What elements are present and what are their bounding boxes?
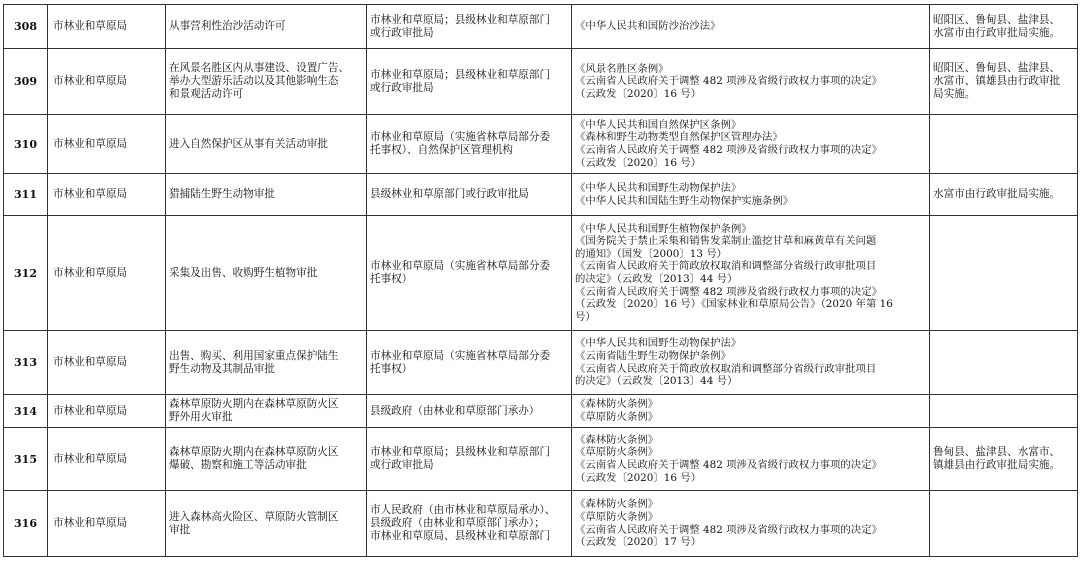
department-cell: 市林业和草原局 [48,428,166,491]
note-cell: 昭阳区、鲁甸县、盐津县、 水富市由行政审批局实施。 [930,5,1078,49]
table-row [4,428,1078,491]
note-cell: 水富市由行政审批局实施。 [930,174,1078,216]
department-cell: 市林业和草原局 [48,115,166,174]
agency-cell: 市林业和草原局；县级林业和草原部门 或行政审批局 [367,428,572,491]
agency-cell: 市林业和草原局；县级林业和草原部门 或行政审批局 [367,5,572,49]
department-cell: 市林业和草原局 [48,491,166,557]
legal-basis-cell: 《森林防火条例》 《草原防火条例》 《云南省人民政府关于调整 482 项涉及省级行政权力事项的决定》 （云政发〔2020〕16 号） [572,428,930,491]
agency-cell: 县级林业和草原部门或行政审批局 [367,174,572,216]
item-name-cell: 猎捕陆生野生动物审批 [166,174,367,216]
legal-basis-cell: 《中华人民共和国野生动物保护法》 《中华人民共和国陆生野生动物保护实施条例》 [572,174,930,216]
row-number: 314 [4,395,48,428]
note-cell [930,491,1078,557]
agency-cell: 市林业和草原局；县级林业和草原部门 或行政审批局 [367,49,572,115]
row-number: 315 [4,428,48,491]
agency-cell: 市林业和草原局（实施省林草局部分委 托事权）、自然保护区管理机构 [367,115,572,174]
item-name-cell: 从事营利性治沙活动许可 [166,5,367,49]
table-row [4,5,1078,49]
row-number: 312 [4,216,48,331]
item-name-cell: 出售、购买、利用国家重点保护陆生 野生动物及其制品审批 [166,331,367,395]
permit-table [3,4,1078,557]
agency-cell: 市林业和草原局（实施省林草局部分委 托事权） [367,216,572,331]
department-cell: 市林业和草原局 [48,395,166,428]
table-row [4,395,1078,428]
row-number: 309 [4,49,48,115]
department-cell: 市林业和草原局 [48,331,166,395]
note-cell [930,216,1078,331]
item-name-cell: 在风景名胜区内从事建设、设置广告、 举办大型游乐活动以及其他影响生态 和景观活动许可 [166,49,367,115]
table-row [4,331,1078,395]
agency-cell: 市人民政府（由市林业和草原局承办）、 县级政府（由林业和草原部门承办）； 市林业和草原局、县级林业和草原部门 [367,491,572,557]
row-number: 316 [4,491,48,557]
table-row [4,174,1078,216]
legal-basis-cell: 《中华人民共和国野生动物保护法》 《云南省陆生野生动物保护条例》 《云南省人民政府关于简政放权取消和调整部分省级行政审批项目 的决定》（云政发〔2013〕44 号） [572,331,930,395]
department-cell: 市林业和草原局 [48,174,166,216]
item-name-cell: 森林草原防火期内在森林草原防火区 爆破、勘察和施工等活动审批 [166,428,367,491]
item-name-cell: 采集及出售、收购野生植物审批 [166,216,367,331]
item-name-cell: 进入自然保护区从事有关活动审批 [166,115,367,174]
agency-cell: 市林业和草原局（实施省林草局部分委 托事权） [367,331,572,395]
item-name-cell: 森林草原防火期内在森林草原防火区 野外用火审批 [166,395,367,428]
legal-basis-cell: 《中华人民共和国野生植物保护条例》 《国务院关于禁止采集和销售发菜制止滥挖甘草和麻黄草有关问题 的通知》（国发〔2000〕13 号） 《云南省人民政府关于简政放权取消和调整部分省级行政审批项目 的决定》（云政发〔2013〕44 号） 《云南省人民政府关于调整 482 项涉及省级行政权力事项的决定》 （云政发〔2020〕16 号）《国家林业和草原局公告》（2020 年第 16 号） [572,216,930,331]
legal-basis-cell: 《中华人民共和国自然保护区条例》 《森林和野生动物类型自然保护区管理办法》 《云南省人民政府关于调整 482 项涉及省级行政权力事项的决定》 （云政发〔2020〕16 号） [572,115,930,174]
department-cell: 市林业和草原局 [48,49,166,115]
note-cell: 昭阳区、鲁甸县、盐津县、 水富市、镇雄县由行政审批 局实施。 [930,49,1078,115]
row-number: 310 [4,115,48,174]
note-cell: 鲁甸县、盐津县、水富市、 镇雄县由行政审批局实施。 [930,428,1078,491]
table-row [4,216,1078,331]
agency-cell: 县级政府（由林业和草原部门承办） [367,395,572,428]
note-cell [930,115,1078,174]
legal-basis-cell: 《森林防火条例》 《草原防火条例》 《云南省人民政府关于调整 482 项涉及省级行政权力事项的决定》 （云政发〔2020〕17 号） [572,491,930,557]
table-row [4,491,1078,557]
row-number: 311 [4,174,48,216]
note-cell [930,395,1078,428]
table-row [4,49,1078,115]
legal-basis-cell: 《中华人民共和国防沙治沙法》 [572,5,930,49]
row-number: 308 [4,5,48,49]
legal-basis-cell: 《森林防火条例》 《草原防火条例》 [572,395,930,428]
item-name-cell: 进入森林高火险区、草原防火管制区 审批 [166,491,367,557]
table-row [4,115,1078,174]
row-number: 313 [4,331,48,395]
department-cell: 市林业和草原局 [48,5,166,49]
department-cell: 市林业和草原局 [48,216,166,331]
note-cell [930,331,1078,395]
legal-basis-cell: 《风景名胜区条例》 《云南省人民政府关于调整 482 项涉及省级行政权力事项的决定》 （云政发〔2020〕16 号） [572,49,930,115]
